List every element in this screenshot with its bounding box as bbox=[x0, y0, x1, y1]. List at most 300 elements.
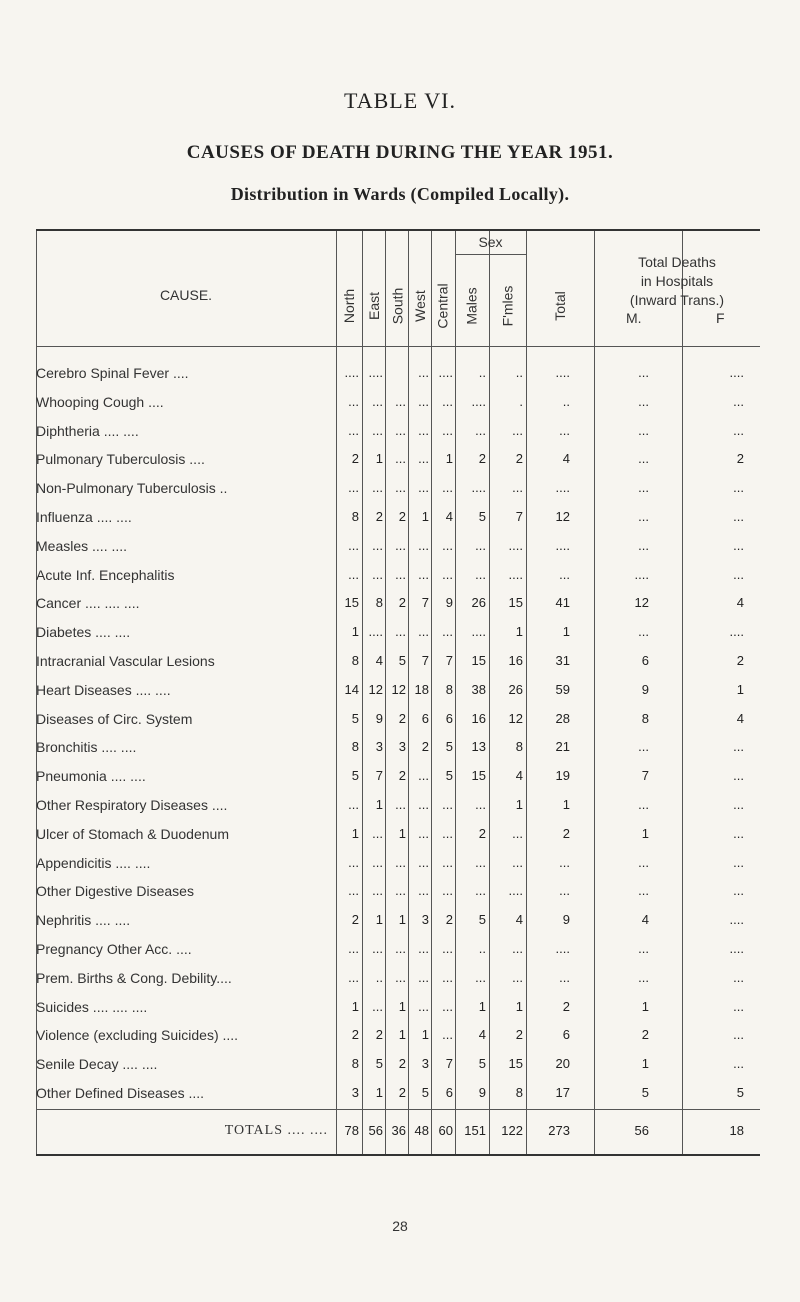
cell-east: ... bbox=[372, 394, 383, 409]
cell-north: ... bbox=[348, 970, 359, 985]
cell-north: 8 bbox=[351, 739, 359, 754]
cell-males: 26 bbox=[471, 595, 486, 610]
cell-west: 6 bbox=[421, 711, 429, 726]
cause-label: Ulcer of Stomach & Duodenum bbox=[36, 826, 229, 842]
cell-west: ... bbox=[418, 883, 429, 898]
cell-males: ... bbox=[475, 970, 486, 985]
cell-north: 2 bbox=[351, 912, 359, 927]
causes-of-death-table bbox=[36, 229, 760, 1156]
cell-hf: ... bbox=[733, 480, 744, 495]
cell-hf: 4 bbox=[736, 711, 744, 726]
cell-females: 12 bbox=[508, 711, 523, 726]
cell-hm: 7 bbox=[641, 768, 649, 783]
cell-total: 20 bbox=[555, 1056, 570, 1071]
header-females: F'mles bbox=[499, 285, 516, 327]
table-row bbox=[36, 879, 760, 903]
cell-females: .... bbox=[508, 883, 523, 898]
cell-west: ... bbox=[418, 999, 429, 1014]
totals-hospital-females: 18 bbox=[729, 1123, 744, 1138]
cell-west: ... bbox=[418, 423, 429, 438]
cell-west: ... bbox=[418, 768, 429, 783]
totals-row bbox=[36, 1119, 760, 1143]
cell-south: 2 bbox=[398, 768, 406, 783]
cell-south: 1 bbox=[398, 1027, 406, 1042]
cell-hm: ... bbox=[638, 365, 649, 380]
cell-central: 6 bbox=[445, 1085, 453, 1100]
cell-females: 2 bbox=[515, 1027, 523, 1042]
cell-hf: ... bbox=[733, 739, 744, 754]
cell-south: ... bbox=[395, 451, 406, 466]
cell-hm: 6 bbox=[641, 653, 649, 668]
table-row bbox=[36, 937, 760, 961]
table-row bbox=[36, 851, 760, 875]
cell-east: 8 bbox=[375, 595, 383, 610]
cell-hf: ... bbox=[733, 538, 744, 553]
cell-south: 2 bbox=[398, 509, 406, 524]
cell-hf: ... bbox=[733, 797, 744, 812]
cell-males: ... bbox=[475, 567, 486, 582]
cell-south: ... bbox=[395, 394, 406, 409]
cell-females: ... bbox=[512, 423, 523, 438]
cell-females: ... bbox=[512, 826, 523, 841]
cell-central: ... bbox=[442, 999, 453, 1014]
cell-south: ... bbox=[395, 624, 406, 639]
cell-males: .... bbox=[471, 624, 486, 639]
cell-hm: 1 bbox=[641, 999, 649, 1014]
cell-hf: ... bbox=[733, 1056, 744, 1071]
cell-females: 15 bbox=[508, 595, 523, 610]
cell-hf: 2 bbox=[736, 451, 744, 466]
table-number: TABLE VI. bbox=[344, 88, 456, 113]
cause-label: Diabetes .... .... bbox=[36, 624, 131, 640]
cell-east: .... bbox=[368, 365, 383, 380]
table-title: CAUSES OF DEATH DURING THE YEAR 1951. bbox=[186, 142, 614, 163]
cell-total: 21 bbox=[555, 739, 570, 754]
cell-hf: .... bbox=[729, 941, 744, 956]
cause-label: Senile Decay .... .... bbox=[36, 1056, 158, 1072]
cell-hm: ... bbox=[638, 509, 649, 524]
cell-west: ... bbox=[418, 624, 429, 639]
cell-hm: ... bbox=[638, 739, 649, 754]
cell-total: 2 bbox=[562, 999, 570, 1014]
cell-hm: 4 bbox=[641, 912, 649, 927]
cell-females: .. bbox=[515, 365, 523, 380]
cell-hm: ... bbox=[638, 883, 649, 898]
cell-north: 8 bbox=[351, 653, 359, 668]
cell-south: ... bbox=[395, 797, 406, 812]
cell-hf: ... bbox=[733, 567, 744, 582]
cell-hm: ... bbox=[638, 797, 649, 812]
cell-males: ... bbox=[475, 855, 486, 870]
header-cause: CAUSE. bbox=[159, 287, 213, 303]
table-row bbox=[36, 505, 760, 529]
cell-hm: 9 bbox=[641, 682, 649, 697]
cell-east: ... bbox=[372, 941, 383, 956]
cell-total: 19 bbox=[555, 768, 570, 783]
cell-west: ... bbox=[418, 797, 429, 812]
cause-label: Cancer .... .... .... bbox=[36, 595, 140, 611]
header-west: West bbox=[412, 290, 429, 322]
cell-west: ... bbox=[418, 480, 429, 495]
totals-label: TOTALS .... .... bbox=[224, 1123, 328, 1138]
cell-west: 1 bbox=[421, 1027, 429, 1042]
cause-label: Appendicitis .... .... bbox=[36, 855, 151, 871]
cell-females: 26 bbox=[508, 682, 523, 697]
cell-east: ... bbox=[372, 480, 383, 495]
cell-south: ... bbox=[395, 883, 406, 898]
cell-south: 2 bbox=[398, 595, 406, 610]
cell-central: 9 bbox=[445, 595, 453, 610]
totals-females: 122 bbox=[501, 1123, 523, 1138]
cell-central: ... bbox=[442, 855, 453, 870]
cell-total: 12 bbox=[555, 509, 570, 524]
cell-north: ... bbox=[348, 480, 359, 495]
cause-label: Cerebro Spinal Fever .... bbox=[36, 365, 189, 381]
cell-hf: ... bbox=[733, 768, 744, 783]
table-row bbox=[36, 1052, 760, 1076]
cell-south: ... bbox=[395, 538, 406, 553]
cell-hf: ... bbox=[733, 394, 744, 409]
cell-west: 18 bbox=[414, 682, 429, 697]
page-number: 28 bbox=[392, 1218, 408, 1234]
cell-males: ... bbox=[475, 797, 486, 812]
header-south: South bbox=[389, 287, 405, 325]
header-east: East bbox=[366, 291, 383, 321]
cell-west: 7 bbox=[421, 653, 429, 668]
cell-south bbox=[385, 361, 406, 385]
cause-label: Nephritis .... .... bbox=[36, 912, 131, 928]
cell-north: 1 bbox=[351, 826, 359, 841]
table-row bbox=[36, 390, 760, 414]
table-row bbox=[36, 793, 760, 817]
cell-central: 5 bbox=[445, 768, 453, 783]
cell-hm: ... bbox=[638, 970, 649, 985]
cell-hf: ... bbox=[733, 1027, 744, 1042]
cell-females: 2 bbox=[515, 451, 523, 466]
cell-central: 4 bbox=[445, 509, 453, 524]
table-row bbox=[36, 822, 760, 846]
cell-hm: ... bbox=[638, 538, 649, 553]
cell-total: 6 bbox=[562, 1027, 570, 1042]
header-sex: Sex bbox=[478, 234, 503, 250]
cell-hm: ... bbox=[638, 855, 649, 870]
cell-females: 1 bbox=[515, 999, 523, 1014]
cell-east: ... bbox=[372, 999, 383, 1014]
cell-north: ... bbox=[348, 394, 359, 409]
cause-label: Suicides .... .... .... bbox=[36, 999, 148, 1015]
cause-label: Other Defined Diseases .... bbox=[36, 1085, 205, 1101]
cell-total: ... bbox=[559, 970, 570, 985]
table-row bbox=[36, 1081, 760, 1105]
cell-hm: 1 bbox=[641, 1056, 649, 1071]
totals-central: 60 bbox=[438, 1123, 453, 1138]
cell-central: .... bbox=[438, 365, 453, 380]
cell-west: ... bbox=[418, 365, 429, 380]
cause-label: Influenza .... .... bbox=[36, 509, 132, 525]
table-row bbox=[36, 678, 760, 702]
header-central: Central bbox=[435, 283, 452, 329]
cell-east: ... bbox=[372, 423, 383, 438]
cause-label: Other Respiratory Diseases .... bbox=[36, 797, 228, 813]
cause-label: Bronchitis .... .... bbox=[36, 739, 137, 755]
cell-hm: ... bbox=[638, 624, 649, 639]
cell-males: ... bbox=[475, 538, 486, 553]
cell-females: 16 bbox=[508, 653, 523, 668]
cell-males: ... bbox=[475, 883, 486, 898]
cell-east: ... bbox=[372, 538, 383, 553]
cell-males: .. bbox=[478, 365, 486, 380]
cell-hm: .... bbox=[634, 567, 649, 582]
cell-north: 1 bbox=[351, 999, 359, 1014]
cell-north: 2 bbox=[351, 1027, 359, 1042]
cell-males: 5 bbox=[478, 509, 486, 524]
cell-females: 4 bbox=[515, 768, 523, 783]
cell-hm: 12 bbox=[634, 595, 649, 610]
cell-west: ... bbox=[418, 538, 429, 553]
cell-central: ... bbox=[442, 970, 453, 985]
cell-west: ... bbox=[418, 567, 429, 582]
cell-hf: ... bbox=[733, 826, 744, 841]
cell-females: 4 bbox=[515, 912, 523, 927]
cell-central: 2 bbox=[445, 912, 453, 927]
cell-hm: ... bbox=[638, 423, 649, 438]
totals-north: 78 bbox=[344, 1123, 359, 1138]
cell-total: .. bbox=[562, 394, 570, 409]
table-row bbox=[36, 563, 760, 587]
cell-females: ... bbox=[512, 970, 523, 985]
cell-east: 1 bbox=[375, 1085, 383, 1100]
table-row bbox=[36, 447, 760, 471]
cell-hf: .... bbox=[729, 912, 744, 927]
cell-hf: 1 bbox=[736, 682, 744, 697]
cell-total: .... bbox=[555, 538, 570, 553]
cell-males: 15 bbox=[471, 768, 486, 783]
cell-north: 1 bbox=[351, 624, 359, 639]
table-row bbox=[36, 1023, 760, 1047]
totals-hospital-males: 56 bbox=[634, 1123, 649, 1138]
cell-north: 8 bbox=[351, 509, 359, 524]
cell-central: 6 bbox=[445, 711, 453, 726]
cell-males: 9 bbox=[478, 1085, 486, 1100]
cell-total: .... bbox=[555, 365, 570, 380]
cell-north: .... bbox=[344, 365, 359, 380]
cell-west: ... bbox=[418, 394, 429, 409]
cell-central: ... bbox=[442, 883, 453, 898]
cell-south: 1 bbox=[398, 999, 406, 1014]
cell-hf: ... bbox=[733, 970, 744, 985]
table-row bbox=[36, 534, 760, 558]
cell-total: 4 bbox=[562, 451, 570, 466]
cell-central: ... bbox=[442, 480, 453, 495]
cell-north: ... bbox=[348, 855, 359, 870]
cell-total: 17 bbox=[555, 1085, 570, 1100]
cell-hm: ... bbox=[638, 451, 649, 466]
cell-males: 5 bbox=[478, 912, 486, 927]
cell-south: ... bbox=[395, 423, 406, 438]
cell-females: .... bbox=[508, 567, 523, 582]
cause-label: Heart Diseases .... .... bbox=[36, 682, 171, 698]
cell-males: 5 bbox=[478, 1056, 486, 1071]
cause-label: Measles .... .... bbox=[36, 538, 128, 554]
cell-north: 2 bbox=[351, 451, 359, 466]
cell-total: 31 bbox=[555, 653, 570, 668]
cell-east: 3 bbox=[375, 739, 383, 754]
cell-hf: ... bbox=[733, 423, 744, 438]
table-row bbox=[36, 361, 760, 385]
cell-females: 8 bbox=[515, 1085, 523, 1100]
cell-females: 1 bbox=[515, 624, 523, 639]
cell-total: 2 bbox=[562, 826, 570, 841]
cell-north: 14 bbox=[344, 682, 359, 697]
cell-total: 1 bbox=[562, 797, 570, 812]
cell-east: ... bbox=[372, 567, 383, 582]
header-total: Total bbox=[552, 291, 569, 321]
cell-hm: ... bbox=[638, 394, 649, 409]
cell-south: 1 bbox=[398, 826, 406, 841]
cell-east: .. bbox=[375, 970, 383, 985]
cell-central: ... bbox=[442, 394, 453, 409]
cell-hf: 5 bbox=[736, 1085, 744, 1100]
cause-label: Non-Pulmonary Tuberculosis .. bbox=[36, 480, 228, 496]
cell-hm: 1 bbox=[641, 826, 649, 841]
cell-males: 15 bbox=[471, 653, 486, 668]
cell-hm: ... bbox=[638, 480, 649, 495]
cell-south: 5 bbox=[398, 653, 406, 668]
cell-west: ... bbox=[418, 826, 429, 841]
cell-males: .. bbox=[478, 941, 486, 956]
cell-males: 2 bbox=[478, 826, 486, 841]
cell-central: 7 bbox=[445, 1056, 453, 1071]
cell-south: 2 bbox=[398, 1056, 406, 1071]
table-row bbox=[36, 995, 760, 1019]
cell-hf: ... bbox=[733, 855, 744, 870]
cell-males: 16 bbox=[471, 711, 486, 726]
cell-north: ... bbox=[348, 941, 359, 956]
table-subtitle: Distribution in Wards (Compiled Locally). bbox=[230, 184, 570, 204]
cell-males: 13 bbox=[471, 739, 486, 754]
cell-hf: 4 bbox=[736, 595, 744, 610]
cell-central: 5 bbox=[445, 739, 453, 754]
cell-total: 28 bbox=[555, 711, 570, 726]
header-north: North bbox=[341, 288, 358, 324]
cell-males: 1 bbox=[478, 999, 486, 1014]
cell-north: 15 bbox=[344, 595, 359, 610]
cause-label: Pregnancy Other Acc. .... bbox=[36, 941, 192, 957]
table-row bbox=[36, 419, 760, 443]
cause-label: Diphtheria .... .... bbox=[36, 423, 139, 439]
cell-hf: ... bbox=[733, 509, 744, 524]
cell-females: ... bbox=[512, 941, 523, 956]
cause-label: Whooping Cough .... bbox=[36, 394, 164, 410]
cell-east: 2 bbox=[375, 509, 383, 524]
totals-total: 273 bbox=[548, 1123, 570, 1138]
cell-females: 7 bbox=[515, 509, 523, 524]
cell-east: 12 bbox=[368, 682, 383, 697]
cell-south: 1 bbox=[398, 912, 406, 927]
totals-south: 36 bbox=[391, 1123, 406, 1138]
cell-hm: 2 bbox=[641, 1027, 649, 1042]
cell-north: ... bbox=[348, 423, 359, 438]
cell-south: 2 bbox=[398, 711, 406, 726]
cell-east: 1 bbox=[375, 912, 383, 927]
cell-east: 4 bbox=[375, 653, 383, 668]
cell-east: ... bbox=[372, 826, 383, 841]
cell-south: 3 bbox=[398, 739, 406, 754]
cell-east: 5 bbox=[375, 1056, 383, 1071]
totals-males: 151 bbox=[464, 1123, 486, 1138]
cell-west: ... bbox=[418, 941, 429, 956]
cell-central: ... bbox=[442, 624, 453, 639]
cause-label: Pulmonary Tuberculosis .... bbox=[36, 451, 205, 467]
totals-west: 48 bbox=[414, 1123, 429, 1138]
header-hospital-females: F bbox=[716, 310, 725, 326]
cell-north: ... bbox=[348, 883, 359, 898]
cell-hm: 8 bbox=[641, 711, 649, 726]
cell-hm: ... bbox=[638, 941, 649, 956]
cell-north: 3 bbox=[351, 1085, 359, 1100]
header-males: Males bbox=[464, 287, 481, 325]
cell-south: ... bbox=[395, 855, 406, 870]
cell-north: ... bbox=[348, 797, 359, 812]
cell-central: 8 bbox=[445, 682, 453, 697]
cell-total: 1 bbox=[562, 624, 570, 639]
cell-central: ... bbox=[442, 797, 453, 812]
cell-females: ... bbox=[512, 855, 523, 870]
cell-west: 1 bbox=[421, 509, 429, 524]
table-row bbox=[36, 966, 760, 990]
cell-east: ... bbox=[372, 855, 383, 870]
cell-total: 59 bbox=[555, 682, 570, 697]
table-row bbox=[36, 908, 760, 932]
cell-total: ... bbox=[559, 883, 570, 898]
cell-west: 2 bbox=[421, 739, 429, 754]
cell-hf: ... bbox=[733, 999, 744, 1014]
cell-females: ... bbox=[512, 480, 523, 495]
totals-rule bbox=[36, 1109, 760, 1110]
cell-west: 3 bbox=[421, 912, 429, 927]
header-hospital-males: M. bbox=[626, 310, 642, 326]
cell-total: ... bbox=[559, 423, 570, 438]
cell-central: ... bbox=[442, 1027, 453, 1042]
header-rule bbox=[36, 346, 760, 347]
cell-males: .... bbox=[471, 480, 486, 495]
cell-total: 9 bbox=[562, 912, 570, 927]
table-row bbox=[36, 476, 760, 500]
cell-west: 3 bbox=[421, 1056, 429, 1071]
cell-east: ... bbox=[372, 883, 383, 898]
cell-females: .... bbox=[508, 538, 523, 553]
header-hospital-deaths: Total Deaths in Hospitals (Inward Trans.) bbox=[629, 254, 725, 308]
cell-females: . bbox=[519, 394, 523, 409]
cell-females: 8 bbox=[515, 739, 523, 754]
cell-hm: 5 bbox=[641, 1085, 649, 1100]
cell-total: ... bbox=[559, 855, 570, 870]
cell-west: ... bbox=[418, 855, 429, 870]
cell-males: ... bbox=[475, 423, 486, 438]
cell-central: 7 bbox=[445, 653, 453, 668]
cell-north: 8 bbox=[351, 1056, 359, 1071]
cell-east: 1 bbox=[375, 797, 383, 812]
cell-females: 1 bbox=[515, 797, 523, 812]
cell-south: ... bbox=[395, 567, 406, 582]
cell-females: 15 bbox=[508, 1056, 523, 1071]
cell-west: 7 bbox=[421, 595, 429, 610]
cell-south: 12 bbox=[391, 682, 406, 697]
sex-group-rule bbox=[455, 254, 526, 255]
cell-males: .... bbox=[471, 394, 486, 409]
cause-label: Acute Inf. Encephalitis bbox=[36, 567, 175, 583]
cell-east: 7 bbox=[375, 768, 383, 783]
